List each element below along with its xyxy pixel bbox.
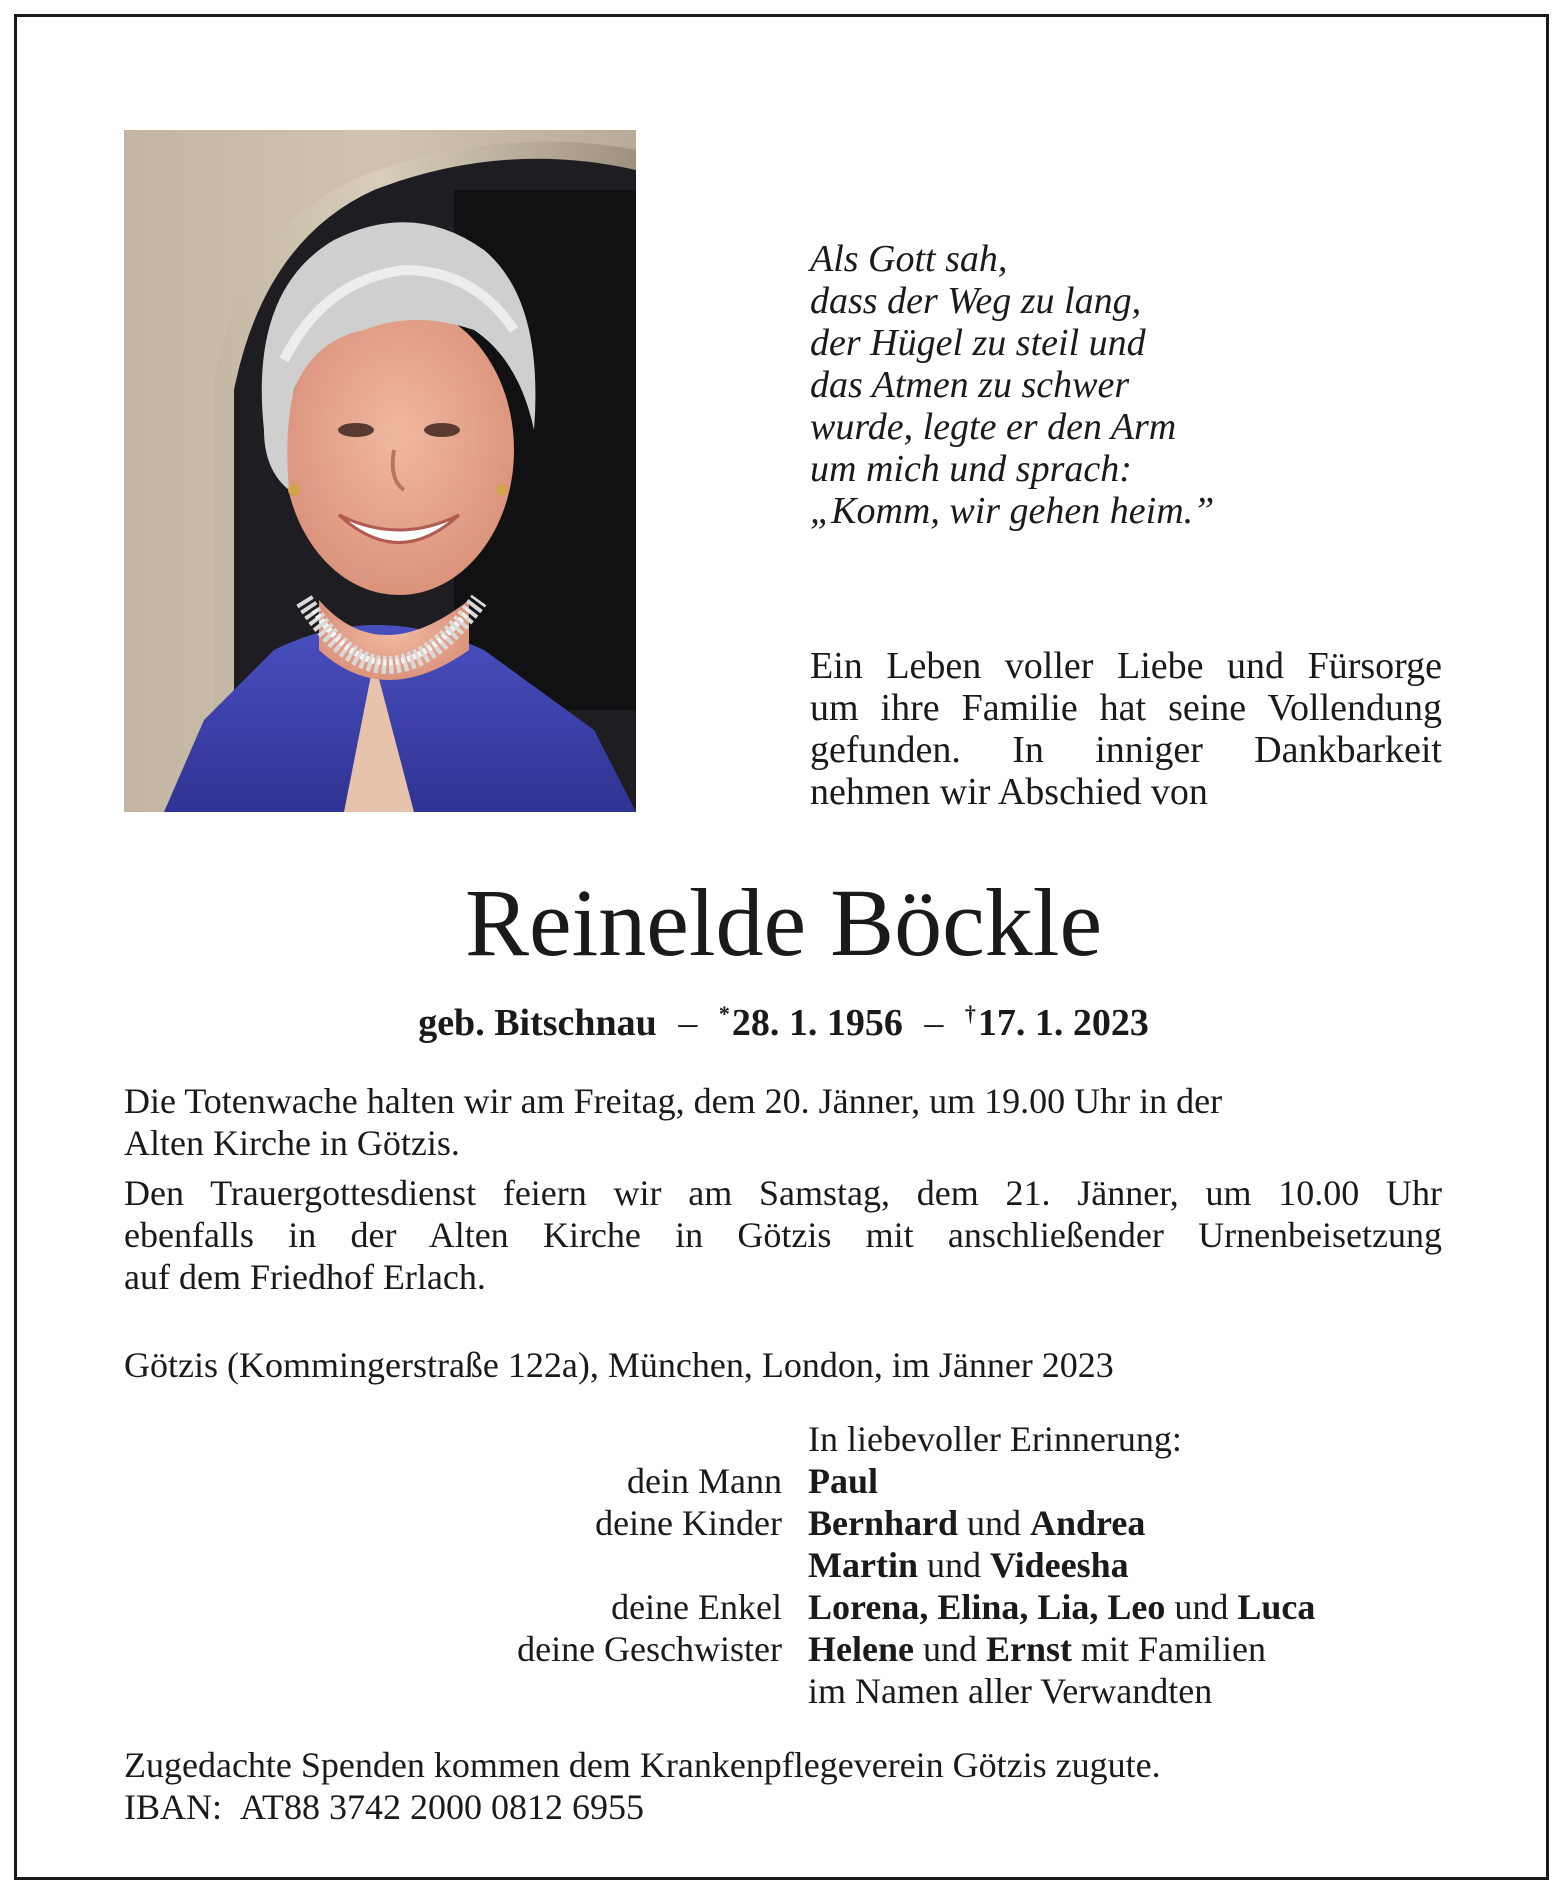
sibling-name: Helene: [808, 1629, 914, 1669]
husband-label: dein Mann: [627, 1461, 782, 1501]
intro-line: um ihre Familie hat seine Vollendung: [810, 687, 1442, 729]
born-symbol: *: [718, 1001, 730, 1026]
and-word: und: [926, 1545, 981, 1585]
service-line: ebenfalls in der Alten Kirche in Götzis mit anschließender Urnenbeisetzung: [124, 1215, 1442, 1255]
intro-line: nehmen wir Abschied von: [810, 771, 1208, 813]
poem-line: das Atmen zu schwer: [810, 364, 1130, 406]
poem-line: dass der Weg zu lang,: [810, 280, 1142, 322]
intro-text: [810, 645, 1442, 813]
sibling-name: Ernst: [985, 1629, 1072, 1669]
grandchildren-names: Lorena, Elina, Lia, Leo: [808, 1587, 1166, 1627]
service-announcement: [124, 1172, 1442, 1298]
intro-line: Ein Leben voller Liebe und Fürsorge: [810, 645, 1442, 687]
death-date: 17. 1. 2023: [977, 1002, 1149, 1044]
portrait-illustration: [124, 130, 636, 812]
and-word: und: [967, 1503, 1022, 1543]
relatives-line: im Namen aller Verwandten: [808, 1671, 1213, 1711]
donation-text: Zugedachte Spenden kommen dem Krankenpflegeverein Götzis zugute.: [124, 1745, 1161, 1785]
and-word: und: [1174, 1587, 1229, 1627]
poem-line: der Hügel zu steil und: [810, 322, 1146, 364]
service-line: auf dem Friedhof Erlach.: [124, 1257, 486, 1297]
family-heading: In liebevoller Erinnerung:: [808, 1419, 1182, 1459]
maiden-name: geb. Bitschnau: [418, 1002, 657, 1044]
separator: –: [678, 1002, 698, 1044]
separator: –: [924, 1002, 944, 1044]
with-families: mit Familien: [1080, 1629, 1266, 1669]
poem-line: um mich und sprach:: [810, 448, 1132, 490]
wake-line: Die Totenwache halten wir am Freitag, dem 20. Jänner, um 19.00 Uhr in der: [124, 1081, 1223, 1121]
life-dates: [0, 990, 1567, 1047]
donation-note: [124, 1744, 1161, 1828]
iban-label: IBAN:: [124, 1787, 222, 1827]
died-symbol: †: [964, 1001, 976, 1026]
husband-name: Paul: [808, 1461, 879, 1501]
deceased-name: Reinelde Böckle: [464, 869, 1103, 976]
wake-announcement: [124, 1080, 1442, 1164]
child-name: Bernhard: [808, 1503, 959, 1543]
siblings-label: deine Geschwister: [517, 1629, 782, 1669]
children-label: deine Kinder: [595, 1503, 782, 1543]
grandchildren-label: deine Enkel: [611, 1587, 782, 1627]
poem-line: Als Gott sah,: [810, 238, 1008, 280]
poem: [810, 238, 1214, 532]
place-date: Götzis (Kommingerstraße 122a), München, London, im Jänner 2023: [124, 1345, 1114, 1385]
and-word: und: [922, 1629, 977, 1669]
service-line: Den Trauergottesdienst feiern wir am Samstag, dem 21. Jänner, um 10.00 Uhr: [124, 1173, 1442, 1213]
intro-line: gefunden. In inniger Dankbarkeit: [810, 729, 1442, 771]
family-list: [0, 1418, 1567, 1712]
portrait-photo: [124, 130, 636, 812]
child-partner-name: Videesha: [989, 1545, 1129, 1585]
child-name: Martin: [808, 1545, 918, 1585]
iban-number: AT88 3742 2000 0812 6955: [240, 1787, 644, 1827]
grandchild-name: Luca: [1237, 1587, 1316, 1627]
child-partner-name: Andrea: [1030, 1503, 1146, 1543]
wake-line: Alten Kirche in Götzis.: [124, 1123, 460, 1163]
poem-line: „Komm, wir gehen heim.”: [810, 490, 1215, 532]
poem-line: wurde, legte er den Arm: [810, 406, 1177, 448]
birth-date: 28. 1. 1956: [731, 1002, 903, 1044]
